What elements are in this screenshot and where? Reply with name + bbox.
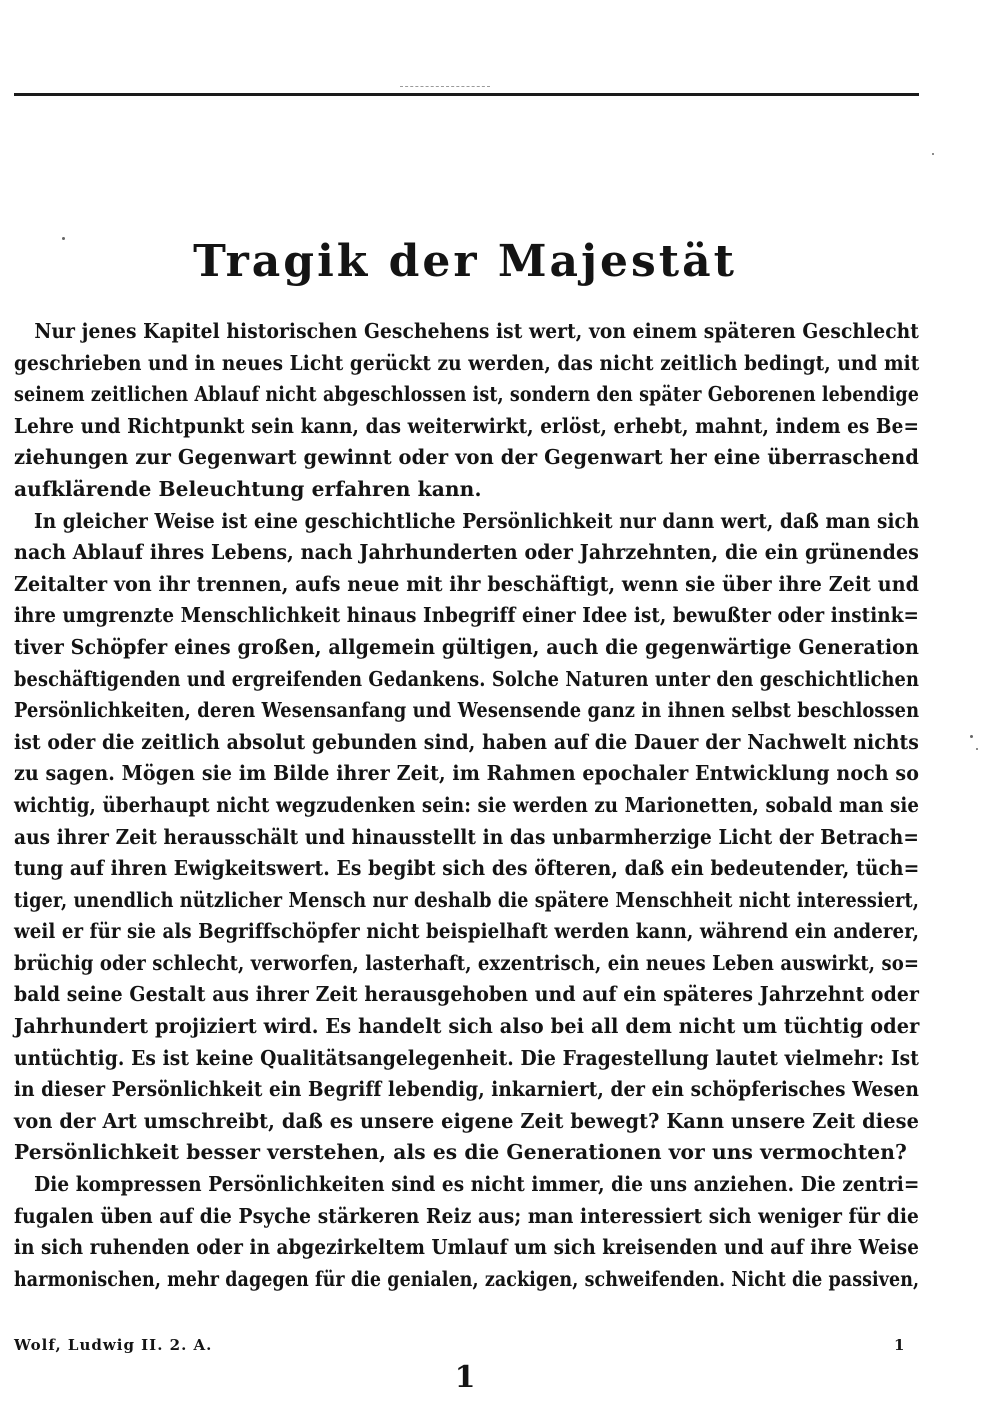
text-line: zu sagen. Mögen sie im Bilde ihrer Zeit, im Rahmen epochaler Entwicklung noch so (14, 761, 919, 786)
text-line: in sich ruhenden oder in abgezirkeltem Umlauf um sich kreisenden und auf ihre Weise (14, 1235, 919, 1260)
faint-rule (400, 86, 490, 87)
text-line: ihre umgrenzte Menschlichkeit hinaus Inbegriff einer Idee ist, bewußter oder instink= (14, 603, 919, 628)
text-line: Lehre und Richtpunkt sein kann, das weiterwirkt, erlöst, erhebt, mahnt, indem es Be= (14, 413, 919, 438)
text-line: beschäftigenden und ergreifenden Gedankens. Solche Naturen unter den geschichtlichen (14, 666, 919, 691)
text-line: seinem zeitlichen Ablauf nicht abgeschlossen ist, sondern den später Geborenen lebendige (14, 382, 919, 407)
body-text (14, 316, 919, 1295)
paper-speck (932, 153, 934, 155)
text-line: tung auf ihren Ewigkeitswert. Es begibt sich des öfteren, daß ein bedeutender, tüch= (14, 856, 920, 881)
text-line: von der Art umschreibt, daß es unsere eigene Zeit bewegt? Kann unsere Zeit diese (14, 1108, 919, 1133)
text-line: fugalen üben auf die Psyche stärkeren Reiz aus; man interessiert sich weniger für die (14, 1203, 919, 1228)
text-line: Persönlichkeit besser verstehen, als es die Generationen vor uns vermochten? (14, 1140, 907, 1165)
text-line: Persönlichkeiten, deren Wesensanfang und Wesensende ganz in ihnen selbst beschlossen (14, 698, 920, 723)
text-line: brüchig oder schlecht, verworfen, lasterhaft, exzentrisch, ein neues Leben auswirkt, so= (14, 950, 920, 975)
page-number: 1 (454, 1360, 476, 1395)
text-line: tiver Schöpfer eines großen, allgemein gültigen, auch die gegenwärtige Generation (14, 634, 919, 659)
header-rule (14, 93, 919, 96)
text-line: Die kompressen Persönlichkeiten sind es nicht immer, die uns anziehen. Die zentri= (34, 1172, 920, 1197)
text-line: ziehungen zur Gegenwart gewinnt oder von der Gegenwart her eine überraschend (14, 445, 919, 470)
text-line: Jahrhundert projiziert wird. Es handelt sich also bei all dem nicht um tüchtig oder (14, 1014, 920, 1039)
text-line: ist oder die zeitlich absolut gebunden sind, haben auf die Dauer der Nachwelt nichts (14, 729, 919, 754)
text-line: aus ihrer Zeit herausschält und hinausstellt in das unbarmherzige Licht der Betrach= (14, 824, 919, 849)
paper-speck (970, 735, 973, 738)
footer-signature: Wolf, Ludwig II. 2. A. (14, 1336, 213, 1354)
text-line: harmonischen, mehr dagegen für die genialen, zackigen, schweifenden. Nicht die passiven, (14, 1266, 920, 1291)
page-title: Tragik der Majestät (193, 236, 737, 287)
text-line: untüchtig. Es ist keine Qualitätsangelegenheit. Die Fragestellung lautet vielmehr: Ist (14, 1045, 919, 1070)
text-line: wichtig, überhaupt nicht wegzudenken sein: sie werden zu Marionetten, sobald man sie (14, 792, 919, 817)
text-line: bald seine Gestalt aus ihrer Zeit herausgehoben und auf ein späteres Jahrzehnt oder (14, 982, 919, 1007)
text-line: geschrieben und in neues Licht gerückt zu werden, das nicht zeitlich bedingt, und mit (14, 350, 920, 375)
footer-sheet-number: 1 (894, 1336, 905, 1354)
paper-speck (976, 748, 978, 750)
text-line: tiger, unendlich nützlicher Mensch nur deshalb die spätere Menschheit nicht interessiert, (14, 887, 920, 912)
text-line: In gleicher Weise ist eine geschichtliche Persönlichkeit nur dann wert, daß man sich (34, 508, 920, 533)
text-line: Nur jenes Kapitel historischen Geschehens ist wert, von einem späteren Geschlecht (34, 319, 919, 343)
text-line: Zeitalter von ihr trennen, aufs neue mit ihr beschäftigt, wenn sie über ihre Zeit und (14, 571, 919, 596)
text-line: in dieser Persönlichkeit ein Begriff lebendig, inkarniert, der ein schöpferisches Wesen (14, 1077, 919, 1102)
text-line: nach Ablauf ihres Lebens, nach Jahrhunderten oder Jahrzehnten, die ein grünendes (14, 540, 919, 565)
text-line: weil er für sie als Begriffschöpfer nicht beispielhaft werden kann, während ein anderer, (14, 919, 919, 944)
text-line: aufklärende Beleuchtung erfahren kann. (14, 476, 482, 501)
